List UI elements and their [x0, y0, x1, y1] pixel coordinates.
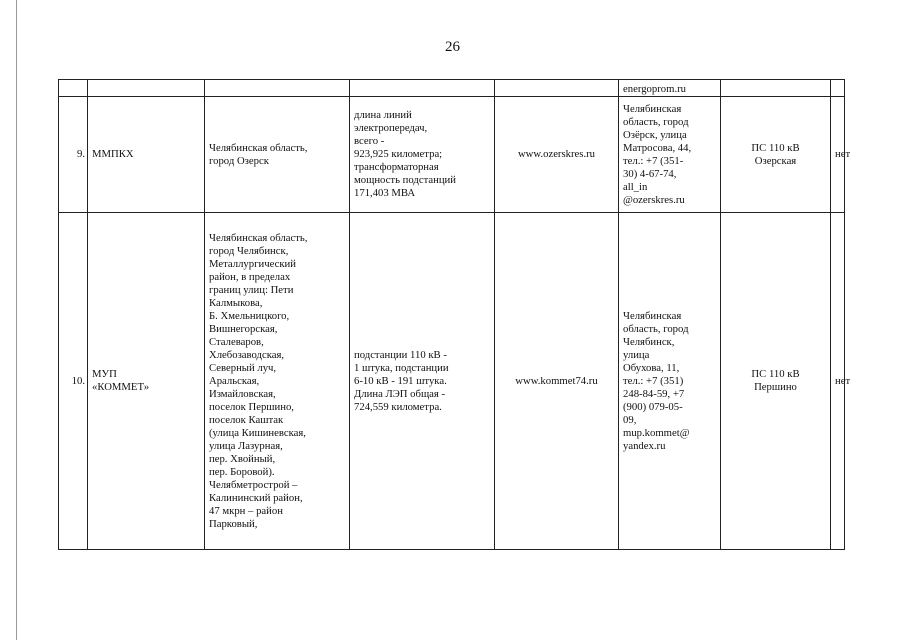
note-text: нет: [831, 97, 845, 213]
website-link: www.ozerskres.ru: [495, 97, 619, 213]
cell-organization: [88, 80, 205, 97]
cell-contacts-tail: energoprom.ru: [619, 80, 721, 97]
network-parameters: длина линий электропередач, всего - 923,925 километра; трансформаторная мощность подстанций 171,403 МВА: [350, 97, 495, 213]
cell-substation: [721, 80, 831, 97]
territory-text: Челябинская область, город Челябинск, Металлургический район, в пределах границ улиц: Пети Калмыкова, Б. Хмельницкого, Вишнегорская, Сталеваров, Хлебозаводская, Северный луч, Аральская, Измайловская, поселок Першино, поселок Каштак (улица Кишиневская, улица Лазурная, пер. Хвойный, пер. Боровой). Челябметрострой – Калининский район, 47 мкрн – район Парковый,: [205, 213, 350, 550]
page-number: 26: [445, 39, 460, 55]
cell-note: [831, 80, 845, 97]
row-number: 9.: [59, 97, 88, 213]
cell-website: [495, 80, 619, 97]
cell-parameters: [350, 80, 495, 97]
note-text: нет: [831, 213, 845, 550]
page-margin-line: [16, 0, 17, 640]
table-row: [59, 213, 845, 550]
organization-name: ММПКХ: [88, 97, 205, 213]
cell-num: [59, 80, 88, 97]
contacts-text: Челябинская область, город Челябинск, улица Обухова, 11, тел.: +7 (351) 248-84-59, +7 (900) 079-05- 09, mup.kommet@ yandex.ru: [619, 213, 721, 550]
cell-territory: [205, 80, 350, 97]
territory-text: Челябинская область, город Озерск: [205, 97, 350, 213]
substation-text: ПС 110 кВ Першино: [721, 213, 831, 550]
table-row: [59, 97, 845, 213]
grid-organizations-table: [58, 79, 851, 550]
row-number: 10.: [59, 213, 88, 550]
organization-name: МУП «КОММЕТ»: [88, 213, 205, 550]
website-link: www.kommet74.ru: [495, 213, 619, 550]
table-row-continuation: [59, 80, 845, 97]
network-parameters: подстанции 110 кВ - 1 штука, подстанции 6-10 кВ - 191 штука. Длина ЛЭП общая - 724,559 километра.: [350, 213, 495, 550]
substation-text: ПС 110 кВ Озерская: [721, 97, 831, 213]
contacts-text: Челябинская область, город Озёрск, улица Матросова, 44, тел.: +7 (351- 30) 4-67-74, all_in @ozerskres.ru: [619, 97, 721, 213]
